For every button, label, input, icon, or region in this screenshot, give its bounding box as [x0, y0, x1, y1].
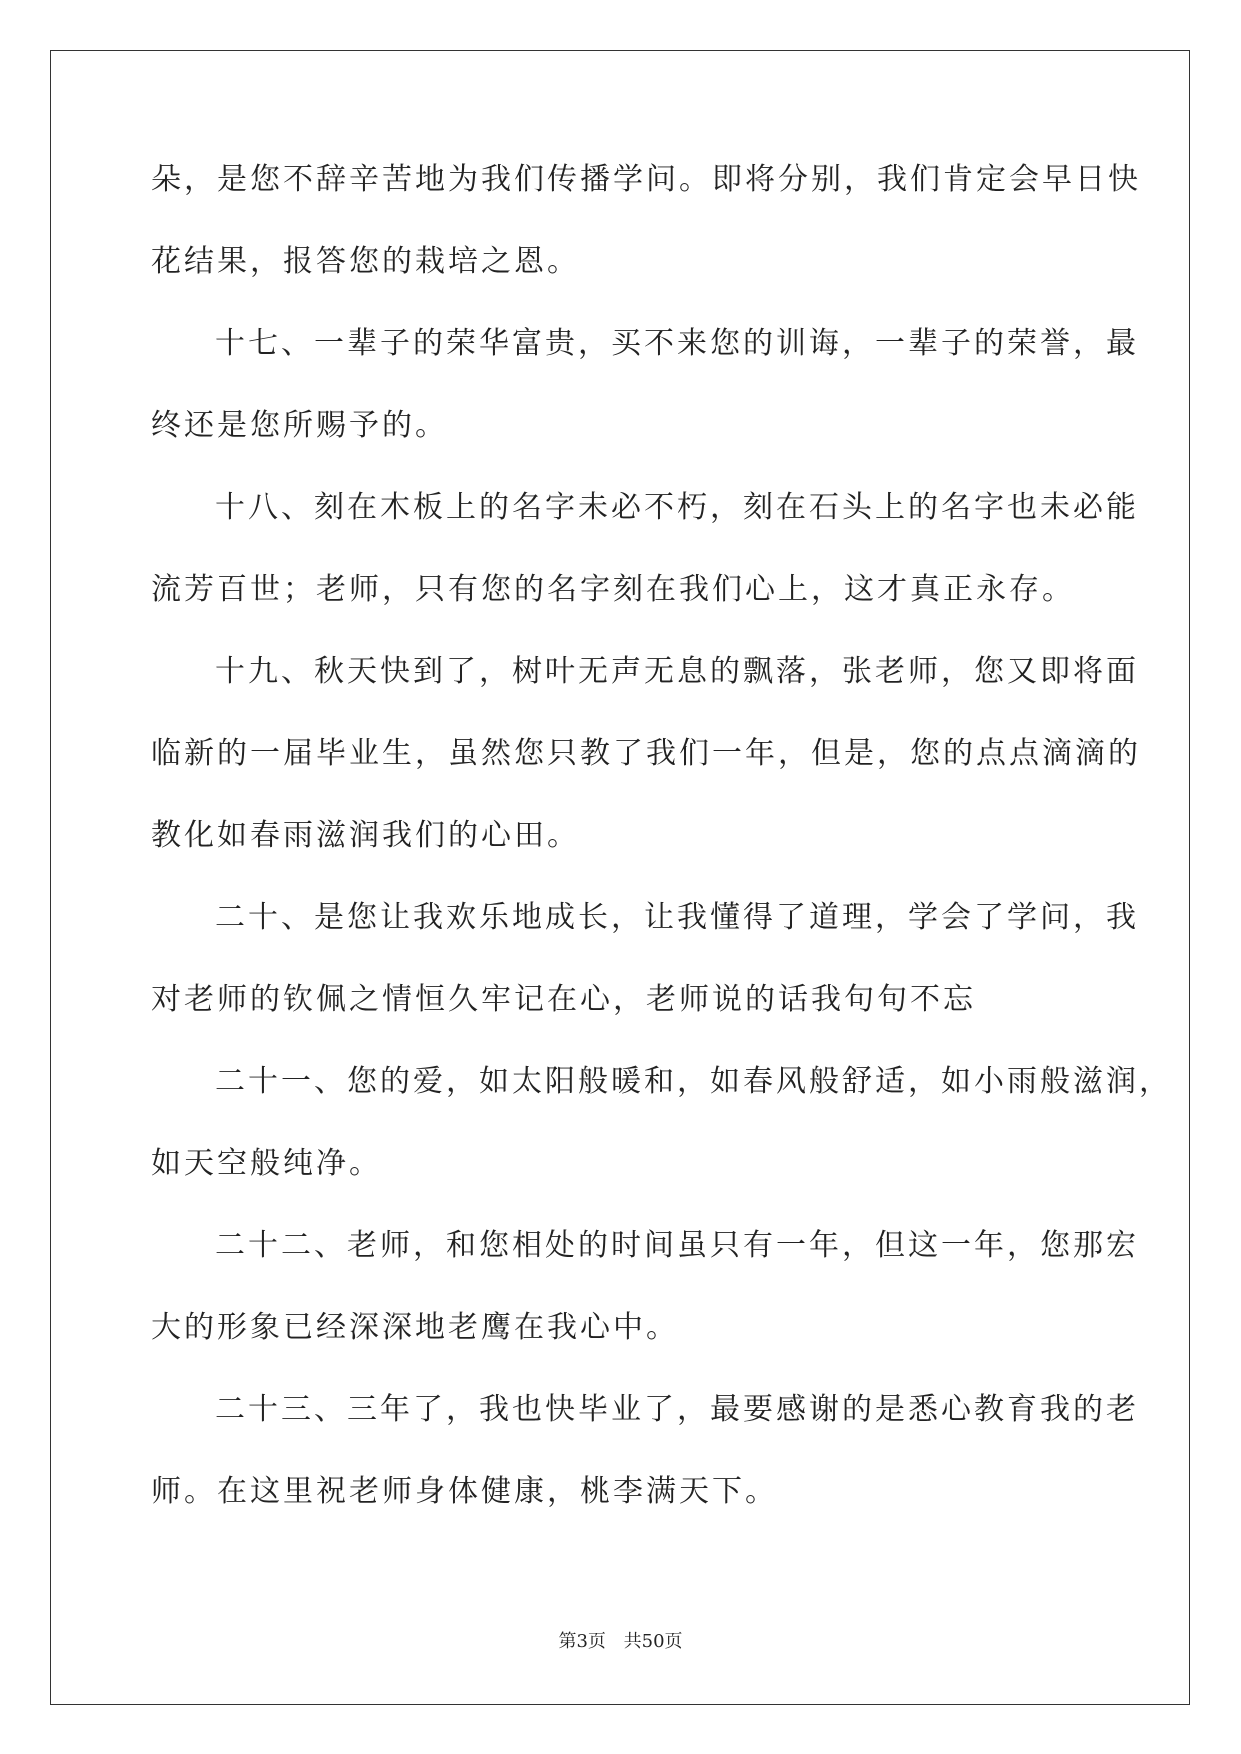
- text-line: 对老师的钦佩之情恒久牢记在心，老师说的话我句句不忘: [151, 982, 976, 1017]
- text-line: 临新的一届毕业生，虽然您只教了我们一年，但是，您的点点滴滴的: [151, 736, 1141, 771]
- page-total: 共50页: [623, 1631, 683, 1652]
- text-line: 十九、秋天快到了，树叶无声无息的飘落，张老师，您又即将面: [215, 654, 1139, 689]
- text-line: 二十二、老师，和您相处的时间虽只有一年，但这一年，您那宏: [215, 1228, 1139, 1263]
- page-number: 第3页: [558, 1631, 606, 1652]
- text-line: 流芳百世；老师，只有您的名字刻在我们心上，这才真正永存。: [151, 572, 1075, 607]
- text-line: 如天空般纯净。: [151, 1146, 382, 1181]
- text-line: 二十一、您的爱，如太阳般暖和，如春风般舒适，如小雨般滋润，: [215, 1064, 1172, 1099]
- text-line: 师。在这里祝老师身体健康，桃李满天下。: [151, 1474, 778, 1509]
- text-line: 终还是您所赐予的。: [151, 408, 448, 443]
- document-body: [151, 160, 1172, 1554]
- text-line: 二十、是您让我欢乐地成长，让我懂得了道理，学会了学问，我: [215, 900, 1139, 935]
- text-line: 十七、一辈子的荣华富贵，买不来您的训诲，一辈子的荣誉，最: [215, 326, 1139, 361]
- text-line: 朵，是您不辞辛苦地为我们传播学问。即将分别，我们肯定会早日快: [151, 162, 1141, 197]
- text-line: 花结果，报答您的栽培之恩。: [151, 244, 580, 279]
- text-line: 教化如春雨滋润我们的心田。: [151, 818, 580, 853]
- text-line: 二十三、三年了，我也快毕业了，最要感谢的是悉心教育我的老: [215, 1392, 1139, 1427]
- text-line: 大的形象已经深深地老鹰在我心中。: [151, 1310, 679, 1345]
- page-footer: [0, 1627, 1241, 1653]
- text-line: 十八、刻在木板上的名字未必不朽，刻在石头上的名字也未必能: [215, 490, 1139, 525]
